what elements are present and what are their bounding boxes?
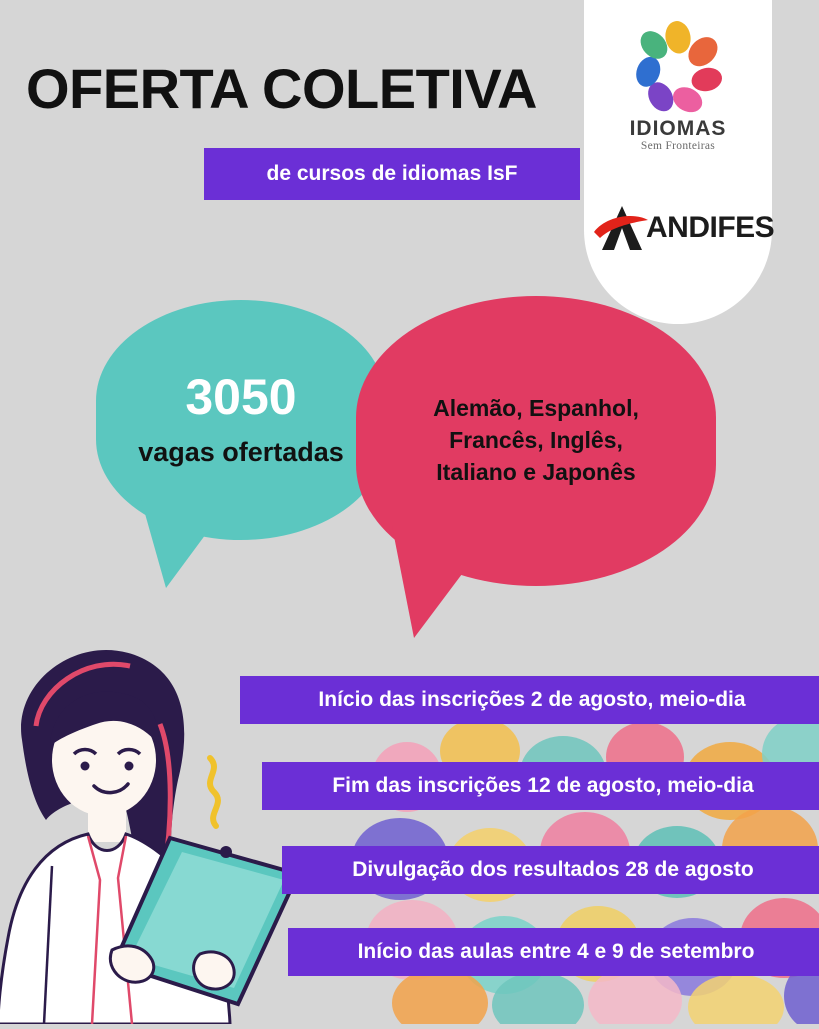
isf-logo-tagline: Sem Fronteiras [640, 140, 716, 152]
date-bar-classes-start [288, 928, 819, 976]
vacancies-bubble [96, 300, 386, 540]
vacancies-caption: vagas ofertadas [138, 437, 344, 468]
andifes-logo-name: ANDIFES [646, 211, 775, 244]
vacancies-count: 3050 [185, 369, 297, 426]
isf-logo [612, 20, 744, 170]
languages-line-2: Francês, Inglês, [449, 427, 623, 454]
subtitle-bar [204, 148, 580, 200]
andifes-logo [592, 198, 775, 258]
date-label: Fim das inscrições 12 de agosto, meio-dia [332, 774, 754, 797]
date-bar-inscriptions-end [262, 762, 819, 810]
languages-bubble [356, 296, 716, 586]
date-bar-results [282, 846, 819, 894]
isf-logo-name: IDIOMAS [629, 117, 727, 140]
date-bar-inscriptions-start [240, 676, 819, 724]
date-label: Início das inscrições 2 de agosto, meio-dia [318, 688, 746, 711]
date-label: Início das aulas entre 4 e 9 de setembro [357, 940, 755, 963]
decor-blob [492, 972, 584, 1024]
bubble-tail [392, 526, 498, 638]
petals-circle-logo-icon [630, 20, 726, 116]
subtitle-text: de cursos de idiomas IsF [266, 162, 518, 185]
languages-line-1: Alemão, Espanhol, [433, 395, 639, 422]
page-title: OFERTA COLETIVA [26, 57, 537, 120]
andifes-a-swoosh-logo-icon [592, 202, 652, 254]
languages-line-3: Italiano e Japonês [436, 458, 636, 485]
date-label: Divulgação dos resultados 28 de agosto [352, 858, 754, 881]
bubble-tail [140, 496, 234, 588]
